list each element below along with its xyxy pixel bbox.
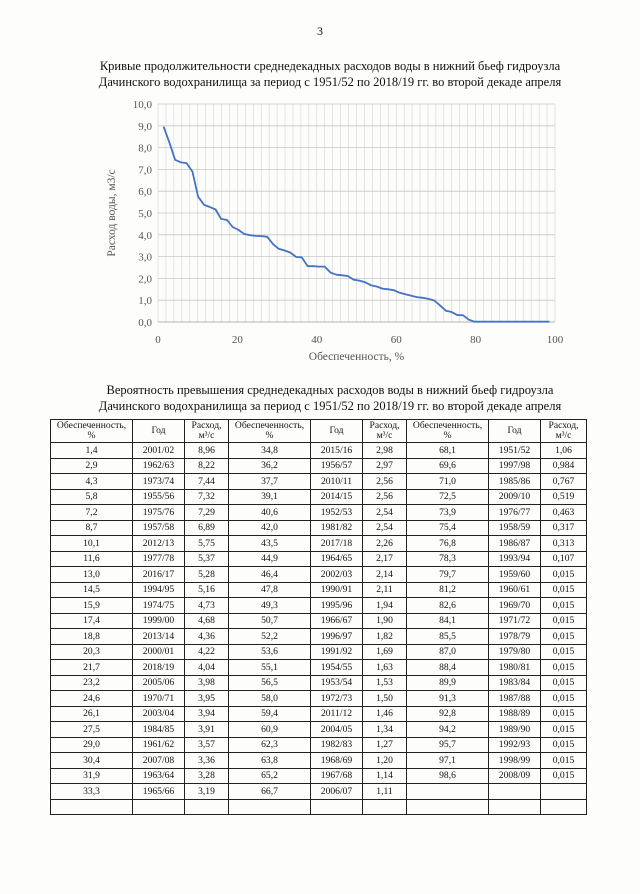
table-cell: 30,4 [51,753,133,769]
table-cell: 2018/19 [133,660,185,676]
table-cell: 1969/70 [489,598,541,614]
table-cell: 2,26 [363,536,407,552]
table-cell: 34,8 [229,443,311,459]
table-cell: 2,11 [363,582,407,598]
table-cell: 8,22 [185,458,229,474]
table-cell: 4,68 [185,613,229,629]
table-cell: 1994/95 [133,582,185,598]
duration-curve-chart [0,0,640,370]
table-cell: 18,8 [51,629,133,645]
table-header-cell: Год [133,420,185,443]
table-cell: 1,82 [363,629,407,645]
table-cell: 1954/55 [311,660,363,676]
table-cell: 1,06 [541,443,587,459]
table-header-cell: Расход, м³/с [541,420,587,443]
table-cell: 0,015 [541,660,587,676]
table-cell [489,784,541,800]
table-cell: 20,3 [51,644,133,660]
table-cell: 4,73 [185,598,229,614]
table-cell: 85,5 [407,629,489,645]
table-cell: 2005/06 [133,675,185,691]
y-tick-label: 4,0 [138,229,152,242]
table-cell: 5,28 [185,567,229,583]
table-cell: 1952/53 [311,505,363,521]
table-cell: 46,4 [229,567,311,583]
x-tick-label: 80 [470,334,482,346]
table-cell: 1984/85 [133,722,185,738]
x-tick-label: 20 [231,334,243,346]
table-row [51,675,587,691]
table-cell: 98,6 [407,768,489,784]
table-cell: 91,3 [407,691,489,707]
y-tick-label: 10,0 [132,99,152,111]
table-cell: 0,015 [541,737,587,753]
table-cell: 2001/02 [133,443,185,459]
table-cell: 4,22 [185,644,229,660]
table-cell: 23,2 [51,675,133,691]
table-cell-empty [363,799,407,815]
table-cell: 1,20 [363,753,407,769]
table-cell: 1995/96 [311,598,363,614]
table-cell: 2,17 [363,551,407,567]
table-cell: 2,9 [51,458,133,474]
table-cell: 11,6 [51,551,133,567]
table-cell: 50,7 [229,613,311,629]
y-tick-label: 8,0 [138,142,152,155]
table-row [51,489,587,505]
table-cell: 1,11 [363,784,407,800]
table-cell: 43,5 [229,536,311,552]
table-cell: 7,44 [185,474,229,490]
table-cell: 2,14 [363,567,407,583]
table-cell: 1988/89 [489,706,541,722]
table-cell: 2,54 [363,520,407,536]
table-cell: 24,6 [51,691,133,707]
table-cell: 2,98 [363,443,407,459]
table-cell: 3,36 [185,753,229,769]
table-row [51,598,587,614]
table-header-cell: Расход, м³/с [363,420,407,443]
table-cell: 1959/60 [489,567,541,583]
table-row [51,582,587,598]
table-cell: 2006/07 [311,784,363,800]
table-row [51,753,587,769]
table-cell: 2,54 [363,505,407,521]
table-cell: 1967/68 [311,768,363,784]
table-cell: 81,2 [407,582,489,598]
y-tick-label: 9,0 [138,120,152,133]
table-cell: 3,98 [185,675,229,691]
table-cell: 5,37 [185,551,229,567]
table-cell: 0,313 [541,536,587,552]
y-tick-label: 7,0 [138,164,152,177]
table-cell: 2,56 [363,489,407,505]
table-row [51,691,587,707]
table-row [51,567,587,583]
table-cell: 1980/81 [489,660,541,676]
table-cell: 5,75 [185,536,229,552]
table-cell: 10,1 [51,536,133,552]
table-cell: 84,1 [407,613,489,629]
table-cell: 71,0 [407,474,489,490]
y-tick-label: 1,0 [138,295,152,308]
table-cell: 2016/17 [133,567,185,583]
table-title-line-1: Вероятность превышения среднедекадных расходов воды в нижний бьеф гидроузла [106,383,554,397]
chart-title-line-2: Дачинского водохранилища за период с 1951/52 по 2018/19 гг. во второй декаде апреля [98,75,562,89]
table-cell-empty [407,799,489,815]
table-cell: 1,53 [363,675,407,691]
table-cell: 55,1 [229,660,311,676]
table-cell: 0,317 [541,520,587,536]
table-cell: 1993/94 [489,551,541,567]
table-cell: 1961/62 [133,737,185,753]
table-cell: 0,015 [541,722,587,738]
table-row [51,443,587,459]
table-cell: 2017/18 [311,536,363,552]
table-cell: 88,4 [407,660,489,676]
table-cell [541,784,587,800]
table-cell: 1,50 [363,691,407,707]
table-cell: 92,8 [407,706,489,722]
table-cell: 8,96 [185,443,229,459]
table-row [51,737,587,753]
table-cell: 1,4 [51,443,133,459]
table-cell: 2002/03 [311,567,363,583]
table-cell: 15,9 [51,598,133,614]
table-cell: 26,1 [51,706,133,722]
table-cell: 1,27 [363,737,407,753]
table-cell: 1976/77 [489,505,541,521]
table-cell: 97,1 [407,753,489,769]
table-cell: 3,57 [185,737,229,753]
y-axis-label: Расход воды, м3/с [106,169,118,257]
table-cell: 1964/65 [311,551,363,567]
table-cell: 7,29 [185,505,229,521]
table-cell: 0,767 [541,474,587,490]
table-header-cell: Расход, м³/с [185,420,229,443]
table-cell: 33,3 [51,784,133,800]
table-cell: 87,0 [407,644,489,660]
table-cell: 89,9 [407,675,489,691]
probability-table [50,419,587,815]
table-row [51,660,587,676]
table-cell: 1966/67 [311,613,363,629]
table-cell: 0,015 [541,644,587,660]
table-row [51,722,587,738]
table-cell [407,784,489,800]
table-cell: 72,5 [407,489,489,505]
table-cell: 65,2 [229,768,311,784]
table-cell: 1,46 [363,706,407,722]
table-cell: 0,015 [541,629,587,645]
x-axis-label: Обеспеченность, % [308,351,405,363]
table-cell: 68,1 [407,443,489,459]
table-cell: 1,63 [363,660,407,676]
chart-title-line-1: Кривые продолжительности среднедекадных расходов воды в нижний бьеф гидроузла [99,59,561,73]
table-cell: 1970/71 [133,691,185,707]
table-cell: 4,36 [185,629,229,645]
table-title-line-2: Дачинского водохранилища за период с 1951/52 по 2018/19 гг. во второй декаде апреля [98,399,562,413]
table-cell: 1989/90 [489,722,541,738]
table-cell: 2008/09 [489,768,541,784]
table-cell: 1991/92 [311,644,363,660]
table-cell: 1985/86 [489,474,541,490]
table-row [51,520,587,536]
table-cell: 1960/61 [489,582,541,598]
table-cell: 2003/04 [133,706,185,722]
table-cell: 76,8 [407,536,489,552]
table-cell: 2009/10 [489,489,541,505]
table-cell: 0,015 [541,567,587,583]
table-body [51,443,587,815]
table-cell: 36,2 [229,458,311,474]
table-cell: 0,015 [541,675,587,691]
table-cell: 2010/11 [311,474,363,490]
table-cell: 0,015 [541,768,587,784]
table-cell: 1956/57 [311,458,363,474]
table-cell: 0,463 [541,505,587,521]
table-cell: 2012/13 [133,536,185,552]
table-header-cell: Обеспеченность, % [407,420,489,443]
table-cell-empty [51,799,133,815]
table-cell-empty [489,799,541,815]
table-cell: 1990/91 [311,582,363,598]
table-cell: 2,56 [363,474,407,490]
x-tick-label: 100 [546,334,564,346]
table-cell: 1958/59 [489,520,541,536]
table-cell: 0,984 [541,458,587,474]
y-tick-label: 5,0 [138,208,152,220]
table-cell: 1999/00 [133,613,185,629]
table-cell: 75,4 [407,520,489,536]
table-cell: 4,3 [51,474,133,490]
table-row [51,644,587,660]
y-tick-label: 0,0 [138,317,152,329]
table-cell: 1962/63 [133,458,185,474]
table-cell: 42,0 [229,520,311,536]
table-cell: 59,4 [229,706,311,722]
table-row [51,474,587,490]
table-cell: 40,6 [229,505,311,521]
table-cell: 0,519 [541,489,587,505]
table-cell: 5,8 [51,489,133,505]
x-tick-label: 40 [311,334,323,346]
table-cell: 49,3 [229,598,311,614]
table-cell-empty [311,799,363,815]
table-cell: 1963/64 [133,768,185,784]
table-header-cell: Год [311,420,363,443]
table-cell: 0,015 [541,753,587,769]
y-tick-label: 3,0 [138,251,152,264]
table-cell-empty [229,799,311,815]
table-cell: 56,5 [229,675,311,691]
table-cell: 1998/99 [489,753,541,769]
table-cell: 1953/54 [311,675,363,691]
table-cell: 0,015 [541,613,587,629]
table-row [51,551,587,567]
table-cell: 78,3 [407,551,489,567]
table-cell: 3,19 [185,784,229,800]
table-cell: 1957/58 [133,520,185,536]
table-cell: 1974/75 [133,598,185,614]
table-cell: 1965/66 [133,784,185,800]
y-tick-label: 2,0 [138,273,152,286]
table-cell: 1951/52 [489,443,541,459]
table-cell-empty [133,799,185,815]
table-cell: 44,9 [229,551,311,567]
table-cell: 6,89 [185,520,229,536]
table-cell-empty [185,799,229,815]
table-cell: 0,015 [541,598,587,614]
table-cell: 52,2 [229,629,311,645]
table-title [40,382,620,414]
table-cell: 8,7 [51,520,133,536]
table-row [51,505,587,521]
table-cell: 0,015 [541,706,587,722]
table-row [51,629,587,645]
table-cell: 0,015 [541,691,587,707]
table-cell: 14,5 [51,582,133,598]
table-row [51,768,587,784]
table-cell: 2011/12 [311,706,363,722]
table-header-cell: Обеспеченность, % [51,420,133,443]
table-cell: 1978/79 [489,629,541,645]
table-cell-empty [541,799,587,815]
table-cell: 13,0 [51,567,133,583]
table-cell: 2004/05 [311,722,363,738]
table-cell: 1979/80 [489,644,541,660]
table-cell: 1997/98 [489,458,541,474]
y-tick-label: 6,0 [138,186,152,199]
table-cell: 1975/76 [133,505,185,521]
table-cell: 7,32 [185,489,229,505]
table-cell: 37,7 [229,474,311,490]
table-cell: 95,7 [407,737,489,753]
table-cell: 1,90 [363,613,407,629]
table-cell: 3,94 [185,706,229,722]
table-cell: 73,9 [407,505,489,521]
table-row [51,613,587,629]
table-cell: 1996/97 [311,629,363,645]
page-number: 3 [317,24,323,38]
table-cell: 3,95 [185,691,229,707]
table-cell: 1982/83 [311,737,363,753]
table-cell: 94,2 [407,722,489,738]
table-cell: 2014/15 [311,489,363,505]
x-tick-label: 60 [390,334,402,346]
table-row [51,536,587,552]
table-cell: 3,91 [185,722,229,738]
table-cell: 1,94 [363,598,407,614]
table-cell: 1983/84 [489,675,541,691]
table-cell: 0,015 [541,582,587,598]
table-cell: 0,107 [541,551,587,567]
table-cell: 1,69 [363,644,407,660]
table-row [51,784,587,800]
table-cell: 1972/73 [311,691,363,707]
table-cell: 1955/56 [133,489,185,505]
table-cell: 60,9 [229,722,311,738]
table-cell: 5,16 [185,582,229,598]
table-cell: 1,14 [363,768,407,784]
table-cell: 1977/78 [133,551,185,567]
table-cell: 2000/01 [133,644,185,660]
table-cell: 17,4 [51,613,133,629]
table-cell: 53,6 [229,644,311,660]
table-cell: 1992/93 [489,737,541,753]
table-cell: 47,8 [229,582,311,598]
table-cell: 7,2 [51,505,133,521]
table-cell: 1968/69 [311,753,363,769]
table-cell: 1973/74 [133,474,185,490]
table-header-cell: Обеспеченность, % [229,420,311,443]
table-cell: 2013/14 [133,629,185,645]
table-cell: 58,0 [229,691,311,707]
table-row-empty [51,799,587,815]
table-cell: 4,04 [185,660,229,676]
table-cell: 3,28 [185,768,229,784]
table-cell: 2007/08 [133,753,185,769]
table-cell: 82,6 [407,598,489,614]
table-cell: 79,7 [407,567,489,583]
x-tick-label: 0 [155,334,161,346]
table-cell: 63,8 [229,753,311,769]
table-cell: 1981/82 [311,520,363,536]
table-cell: 1987/88 [489,691,541,707]
table-cell: 1,34 [363,722,407,738]
table-cell: 2015/16 [311,443,363,459]
table-cell: 69,6 [407,458,489,474]
table-header-row [51,420,587,443]
table-cell: 1971/72 [489,613,541,629]
table-row [51,458,587,474]
table-header-cell: Год [489,420,541,443]
table-cell: 62,3 [229,737,311,753]
table-cell: 29,0 [51,737,133,753]
table-cell: 21,7 [51,660,133,676]
table-cell: 27,5 [51,722,133,738]
table-cell: 31,9 [51,768,133,784]
table-cell: 2,97 [363,458,407,474]
table-cell: 66,7 [229,784,311,800]
table-cell: 1986/87 [489,536,541,552]
table-cell: 39,1 [229,489,311,505]
table-row [51,706,587,722]
